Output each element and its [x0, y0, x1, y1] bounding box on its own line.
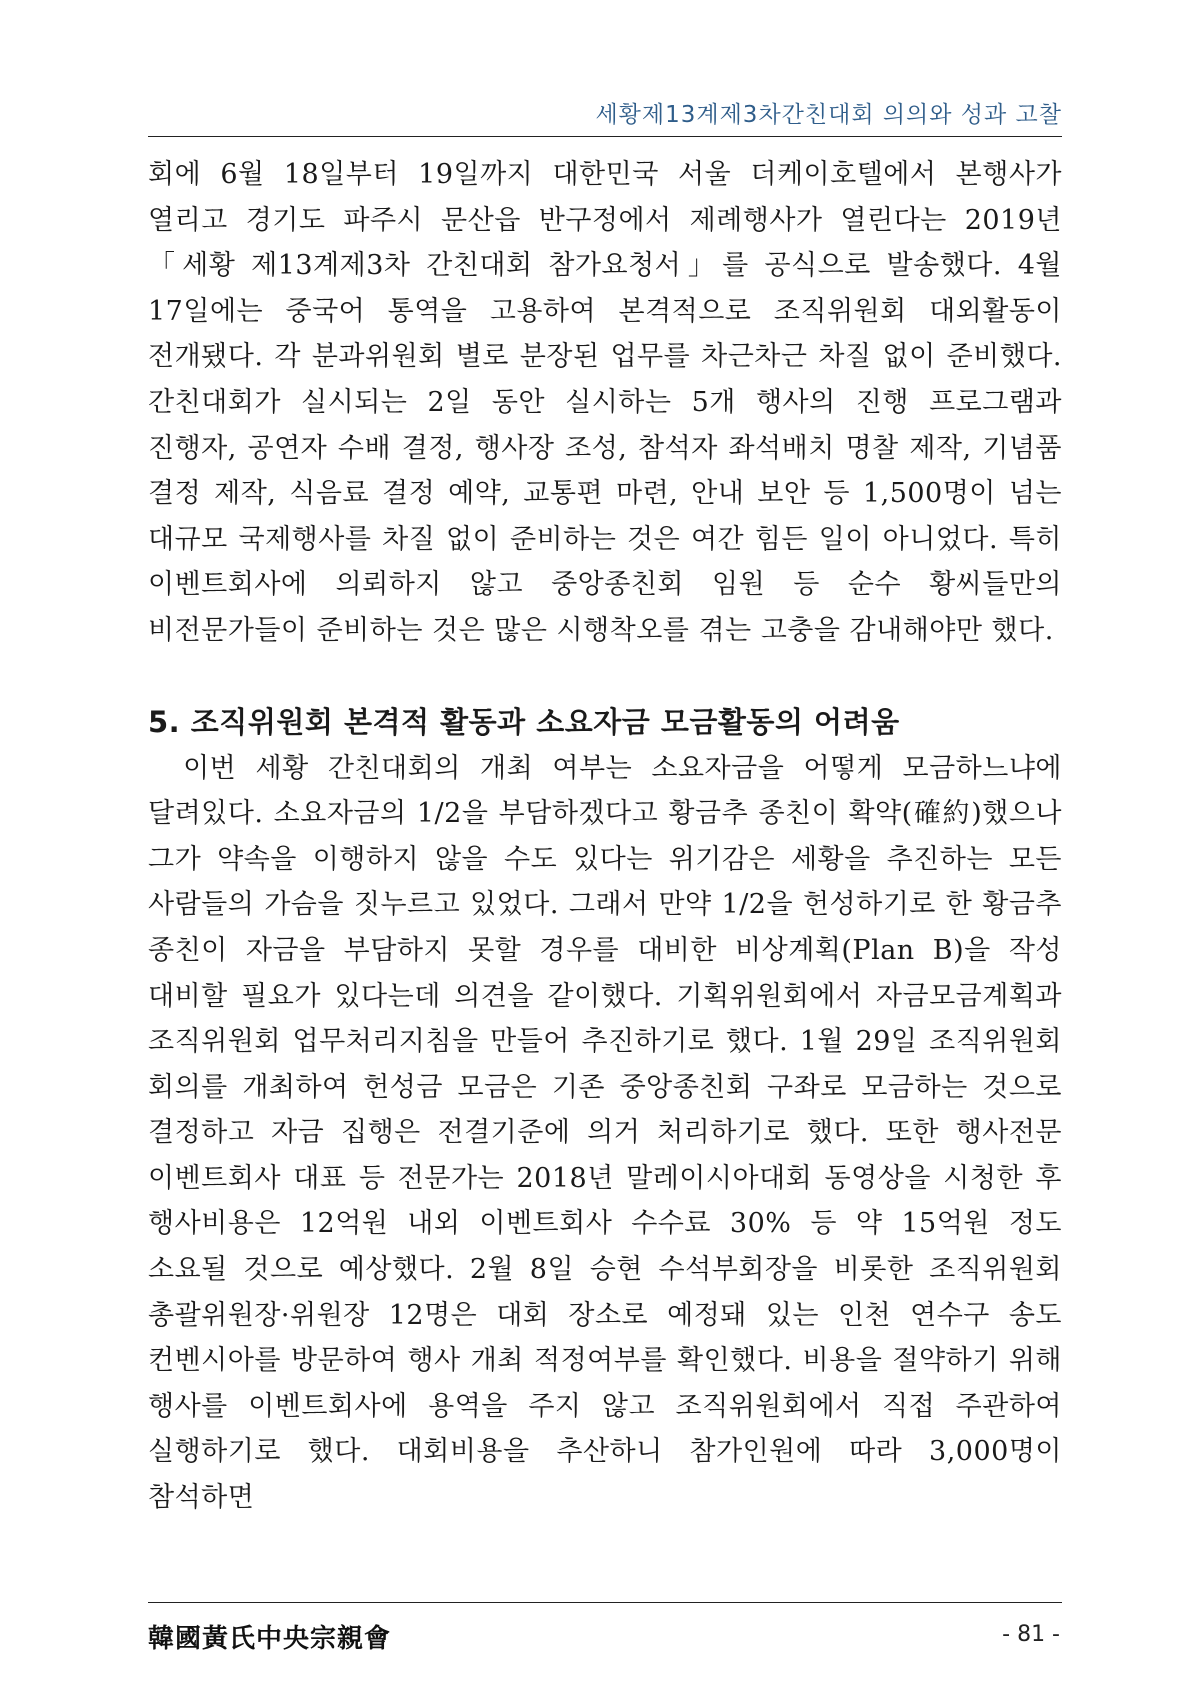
footer-divider	[148, 1602, 1062, 1603]
running-header: 세황제13계제3차간친대회 의의와 성과 고찰	[595, 102, 1062, 128]
footer-logo: 韓國黃氏中央宗親會	[148, 1624, 392, 1654]
body-text	[148, 152, 1062, 1521]
body-paragraph-2: 이번 세황 간친대회의 개최 여부는 소요자금을 어떻게 모금하느냐에 달려있다. 소요자금의 1/2을 부담하겠다고 황금추 종친이 확약(確約)했으나 그가 약속을 이행하지 않을 수도 있다는 위기감은 세황을 추진하는 모든 사람들의 가슴을 짓누르고 있었다. 그래서 만약 1/2을 헌성하기로 한 황금추 종친이 자금을 부담하지 못할 경우를 대비한 비상계획(Plan B)을 작성 대비할 필요가 있다는데 의견을 같이했다. 기획위원회에서 자금모금계획과 조직위원회 업무처리지침을 만들어 추진하기로 했다. 1월 29일 조직위원회 회의를 개최하여 헌성금 모금은 기존 중앙종친회 구좌로 모금하는 것으로 결정하고 자금 집행은 전결기준에 의거 처리하기로 했다. 또한 행사전문 이벤트회사 대표 등 전문가는 2018년 말레이시아대회 동영상을 시청한 후 행사비용은 12억원 내외 이벤트회사 수수료 30% 등 약 15억원 정도 소요될 것으로 예상했다. 2월 8일 승현 수석부회장을 비롯한 조직위원회 총괄위원장·위원장 12명은 대회 장소로 예정돼 있는 인천 연수구 송도 컨벤시아를 방문하여 행사 개최 적정여부를 확인했다. 비용을 절약하기 위해 행사를 이벤트회사에 용역을 주지 않고 조직위원회에서 직접 주관하여 실행하기로 했다. 대회비용을 추산하니 참가인원에 따라 3,000명이 참석하면	[148, 752, 1062, 1514]
section-heading: 5. 조직위원회 본격적 활동과 소요자금 모금활동의 어려움	[148, 704, 900, 739]
header-divider	[148, 136, 1062, 137]
page-number: - 81 -	[1002, 1622, 1060, 1647]
body-paragraph-1: 회에 6월 18일부터 19일까지 대한민국 서울 더케이호텔에서 본행사가 열리고 경기도 파주시 문산읍 반구정에서 제례행사가 열린다는 2019년 「세황 제13계제3차 간친대회 참가요청서」를 공식으로 발송했다. 4월 17일에는 중국어 통역을 고용하여 본격적으로 조직위원회 대외활동이 전개됐다. 각 분과위원회 별로 분장된 업무를 차근차근 차질 없이 준비했다. 간친대회가 실시되는 2일 동안 실시하는 5개 행사의 진행 프로그램과 진행자, 공연자 수배 결정, 행사장 조성, 참석자 좌석배치 명찰 제작, 기념품 결정 제작, 식음료 결정 예약, 교통편 마련, 안내 보안 등 1,500명이 넘는 대규모 국제행사를 차질 없이 준비하는 것은 여간 힘든 일이 아니었다. 특히 이벤트회사에 의뢰하지 않고 중앙종친회 임원 등 순수 황씨들만의 비전문가들이 준비하는 것은 많은 시행착오를 겪는 고충을 감내해야만 했다.	[148, 159, 1062, 646]
